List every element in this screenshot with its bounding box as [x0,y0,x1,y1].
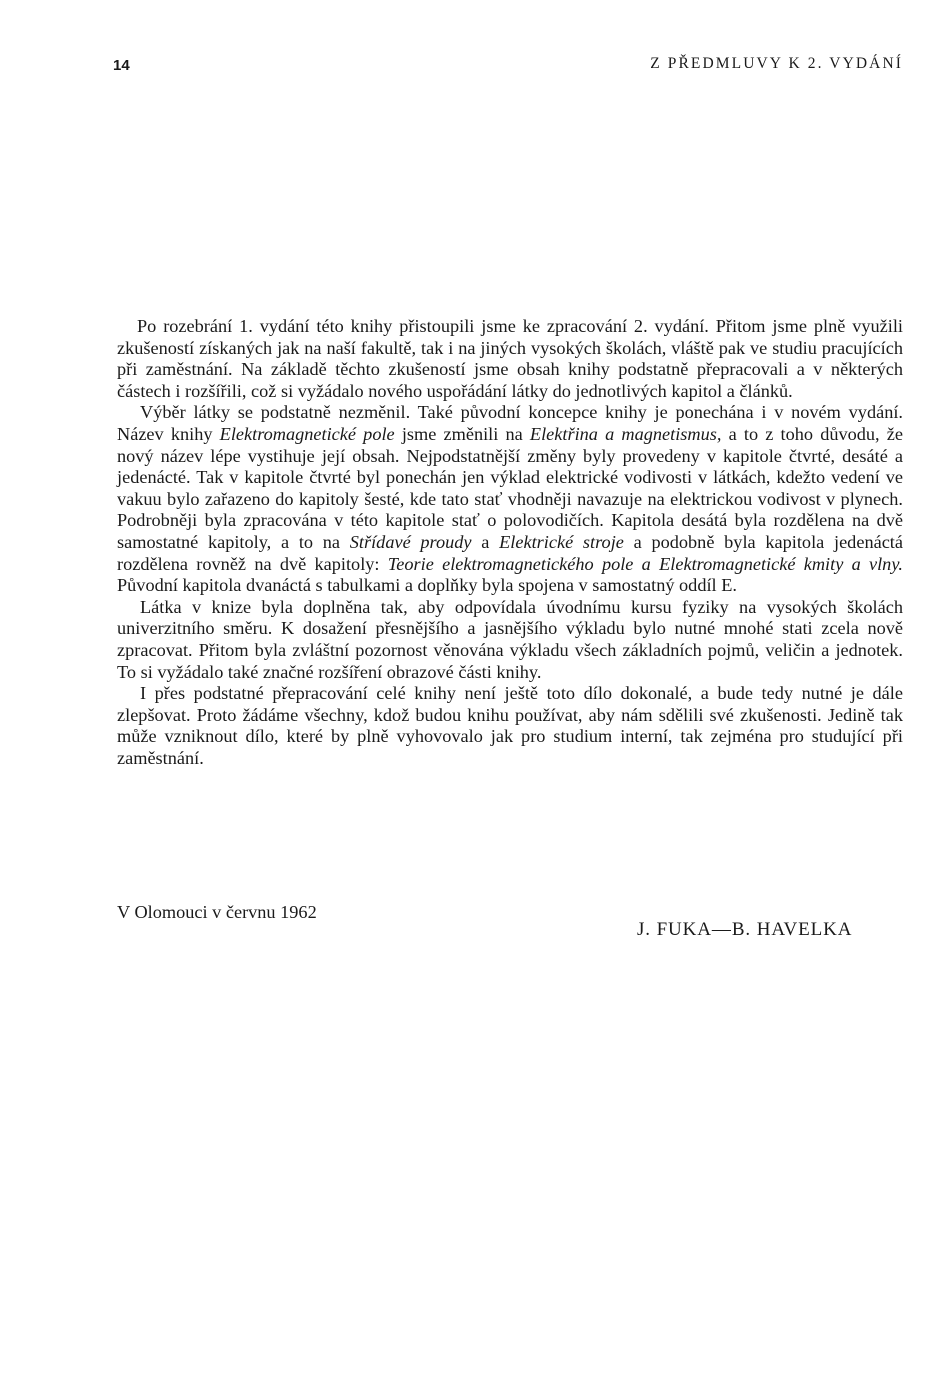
paragraph-2-text-5: a podobně byla kapitola jedenáctá rozdělena rovněž na dvě kapitoly: [117,531,903,574]
place-date: V Olomouci v červnu 1962 [117,902,317,922]
running-head: Z PŘEDMLUVY K 2. VYDÁNÍ [650,55,903,72]
paragraph-2-text-1: Výběr látky se podstatně nezměnil. Také původní koncepce knihy je ponechána i v novém vydání. Název knihy [117,402,903,444]
paragraph-2-text-2: jsme změnili na [394,423,530,444]
preface-body [117,316,903,769]
paragraph-2-italic-5: Teorie elektromagnetického pole a Elektromagnetické kmity a vlny. [387,553,903,574]
paragraph-2-text-6: Původní kapitola dvanáctá s tabulkami a doplňky byla spojena v samostatný oddíl E. [117,575,737,596]
paragraph-2-italic-3: Střídavé proudy [349,531,472,552]
paragraph-1: Po rozebrání 1. vydání této knihy přistoupili jsme ke zpracování 2. vydání. Přitom jsme plně využili zkušeností získaných jak na naší fakultě, tak i na jiných vysokých školách, vláště pak ve studiu pracujících při zaměstnání. Na základě těchto zkušeností jsme obsah knihy podstatně přepracovali a v některých částech i rozšířili, což si vyžádalo nového uspořádání látky do jednotlivých kapitol a článků. [117,316,903,401]
paragraph-2-text-3: a to z toho důvodu, že nový název lépe vystihuje její obsah. Nejpodstatnější změny byly provedeny v kapitole čtvrté, desáté a jedenácté. Tak v kapitole čtvrté byl ponechán jen výklad elektrické vodivosti v látkách, kdežto vedení ve vakuu bylo zařazeno do kapitoly šesté, kde tato stať vhodněji navazuje na elektrickou vodivost v plynech. Podrobněji byla zpracována v této kapitole stať o polovodičích. Kapitola desátá byla rozdělena na dvě samostatné kapitoly, a to na [117,423,904,552]
authors-signature: J. FUKA—B. HAVELKA [637,919,853,940]
paragraph-2-text-4: a [471,531,500,552]
paragraph-2-italic-1: Elektromagnetické pole [219,423,395,444]
paragraph-4: I přes podstatné přepracování celé knihy není ještě toto dílo dokonalé, a bude tedy nutné je dále zlepšovat. Proto žádáme všechny, kdož budou knihu používat, aby nám sdělili své zkušenosti. Jedině tak může vzniknout dílo, které by plně vyhovovalo jak pro studium interní, tak zejména pro studující při zaměstnání. [117,683,903,768]
page-number: 14 [113,57,130,74]
paragraph-3: Látka v knize byla doplněna tak, aby odpovídala úvodnímu kursu fyziky na vysokých školách univerzitního směru. K dosažení přesnějšího a jasnějšího výkladu bylo nutné mnohé stati zcela nově zpracovat. Přitom byla zvláštní pozornost věnována výkladu všech základních pojmů, veličin a jednotek. To si vyžádalo také značné rozšíření obrazové části knihy. [117,596,903,682]
paragraph-2-italic-4: Elektrické stroje [499,531,624,552]
paragraph-2-italic-2: Elektřina a magnetismus, [529,423,722,444]
paragraph-2 [117,402,903,596]
